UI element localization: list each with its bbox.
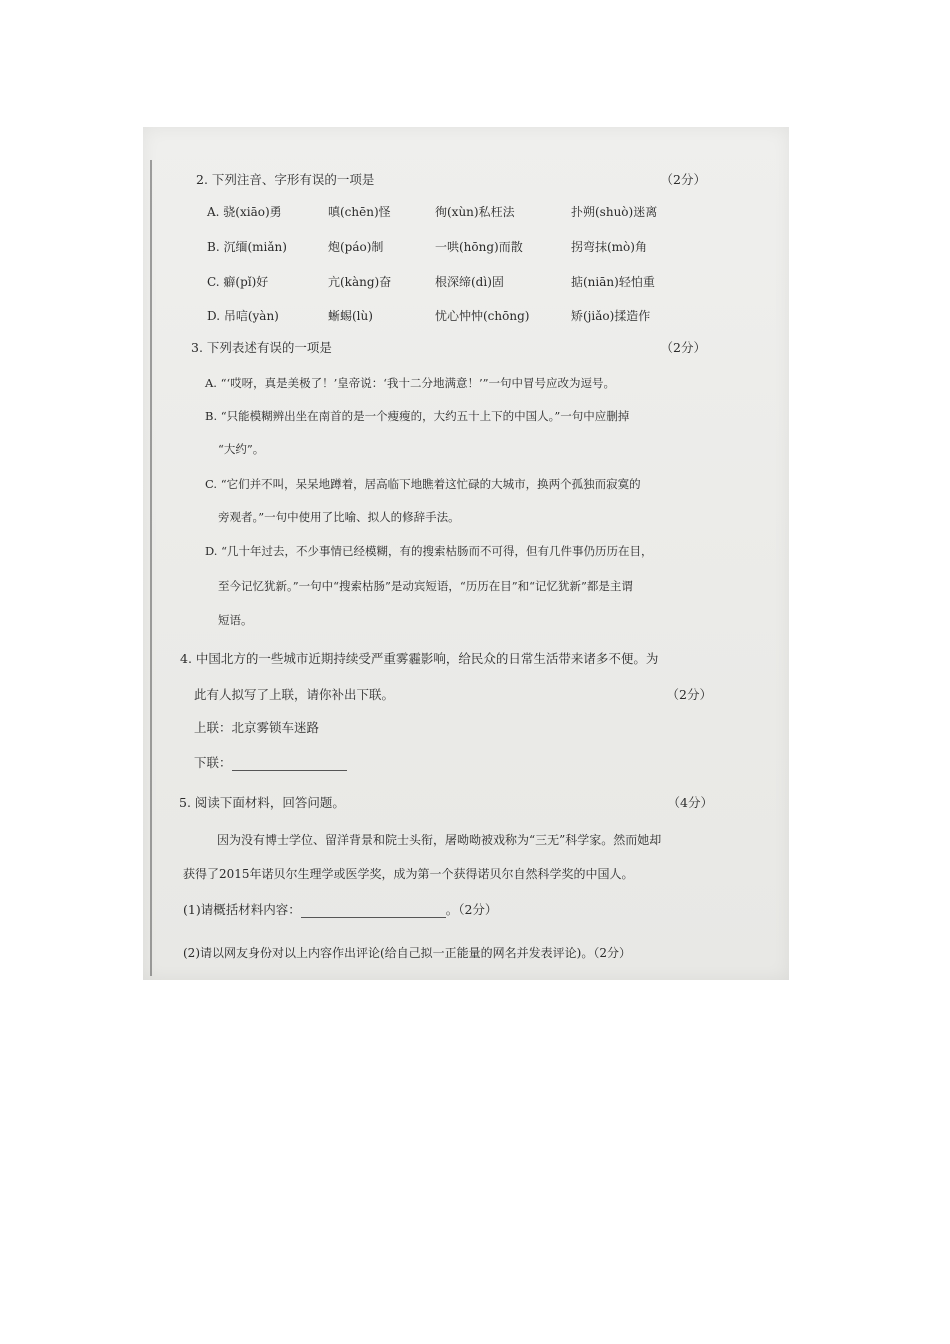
- q4-lower-couplet: [194, 755, 347, 771]
- q5-sub1-label: (1)请概括材料内容：: [183, 902, 301, 917]
- q2-a-4: 扑朔(shuò)迷离: [571, 205, 658, 219]
- q2-a-1: A. 骁(xiāo)勇: [207, 205, 282, 219]
- q3-stem: [191, 340, 706, 356]
- q2-d-1: D. 吊唁(yàn): [207, 309, 279, 323]
- q3-option-b-line1: B. “只能模糊辨出坐在南首的是一个瘦瘦的，大约五十上下的中国人。”一句中应删掉: [205, 409, 630, 423]
- q5-sub1-end: 。（2分）: [445, 902, 498, 917]
- q4-stem-line2-text: 此有人拟写了上联，请你补出下联。: [194, 687, 395, 702]
- q5-sub1-blank[interactable]: [301, 905, 446, 918]
- q3-option-a: A. “‘哎呀，真是美极了！’皇帝说：‘我十二分地满意！’”一句中冒号应改为逗号。: [205, 376, 615, 390]
- q2-d-2: 蜥蜴(lù): [328, 309, 373, 323]
- q2-b-4: 拐弯抹(mò)角: [571, 240, 647, 254]
- q4-stem-line2: [194, 687, 712, 703]
- q5-material-line2: 获得了2015年诺贝尔生理学或医学奖，成为第一个获得诺贝尔自然科学奖的中国人。: [183, 867, 634, 881]
- q5-stem-text: 5. 阅读下面材料，回答问题。: [179, 795, 345, 810]
- q3-option-d-line1: D. “几十年过去，不少事情已经模糊，有的搜索枯肠而不可得，但有几件事仍历历在目，: [205, 544, 653, 558]
- q2-d-4: 矫(jiǎo)揉造作: [571, 309, 651, 323]
- q3-option-c-line1: C. “它们并不叫，呆呆地蹲着，居高临下地瞧着这忙碌的大城市，换两个孤独而寂寞的: [205, 477, 641, 491]
- q3-option-b-line2: “大约”。: [218, 442, 265, 456]
- q2-c-2: 亢(kàng)奋: [328, 275, 392, 289]
- q2-b-3: 一哄(hōng)而散: [435, 240, 523, 254]
- q4-stem-line1: 4. 中国北方的一些城市近期持续受严重雾霾影响，给民众的日常生活带来诸多不便。为: [180, 651, 659, 666]
- q4-lower-label: 下联：: [194, 755, 232, 770]
- q4-upper-couplet: 上联：北京雾锁车迷路: [194, 720, 320, 735]
- q2-points: （2分）: [660, 172, 706, 187]
- q4-answer-blank[interactable]: [232, 758, 347, 771]
- q3-option-d-line2: 至今记忆犹新。”一句中“搜索枯肠”是动宾短语，“历历在目”和“记忆犹新”都是主谓: [218, 579, 633, 593]
- q3-points: （2分）: [660, 340, 706, 355]
- q2-stem: [196, 172, 706, 188]
- q3-stem-text: 3. 下列表述有误的一项是: [191, 340, 332, 355]
- q2-b-2: 炮(páo)制: [328, 240, 384, 254]
- q2-d-3: 忧心忡忡(chōng): [435, 309, 530, 323]
- margin-line: [150, 160, 152, 976]
- q3-option-c-line2: 旁观者。”一句中使用了比喻、拟人的修辞手法。: [218, 510, 460, 524]
- q2-a-3: 徇(xùn)私枉法: [435, 205, 515, 219]
- q5-sub1: [183, 902, 497, 918]
- q5-stem: [179, 795, 713, 811]
- q2-c-4: 掂(niān)轻怕重: [571, 275, 655, 289]
- q2-a-2: 嗔(chēn)怪: [328, 205, 391, 219]
- q2-b-1: B. 沉缅(miǎn): [207, 240, 287, 254]
- q5-sub2: (2)请以网友身份对以上内容作出评论(给自己拟一正能量的网名并发表评论)。（2分）: [183, 946, 631, 960]
- q2-c-1: C. 癖(pǐ)好: [207, 275, 269, 289]
- q4-points: （2分）: [666, 687, 712, 702]
- q2-c-3: 根深缔(dì)固: [435, 275, 504, 289]
- q2-stem-text: 2. 下列注音、字形有误的一项是: [196, 172, 375, 187]
- q3-option-d-line3: 短语。: [218, 613, 253, 627]
- q5-points: （4分）: [667, 795, 713, 810]
- q5-material-line1: 因为没有博士学位、留洋背景和院士头衔，屠呦呦被戏称为“三无”科学家。然而她却: [217, 833, 662, 847]
